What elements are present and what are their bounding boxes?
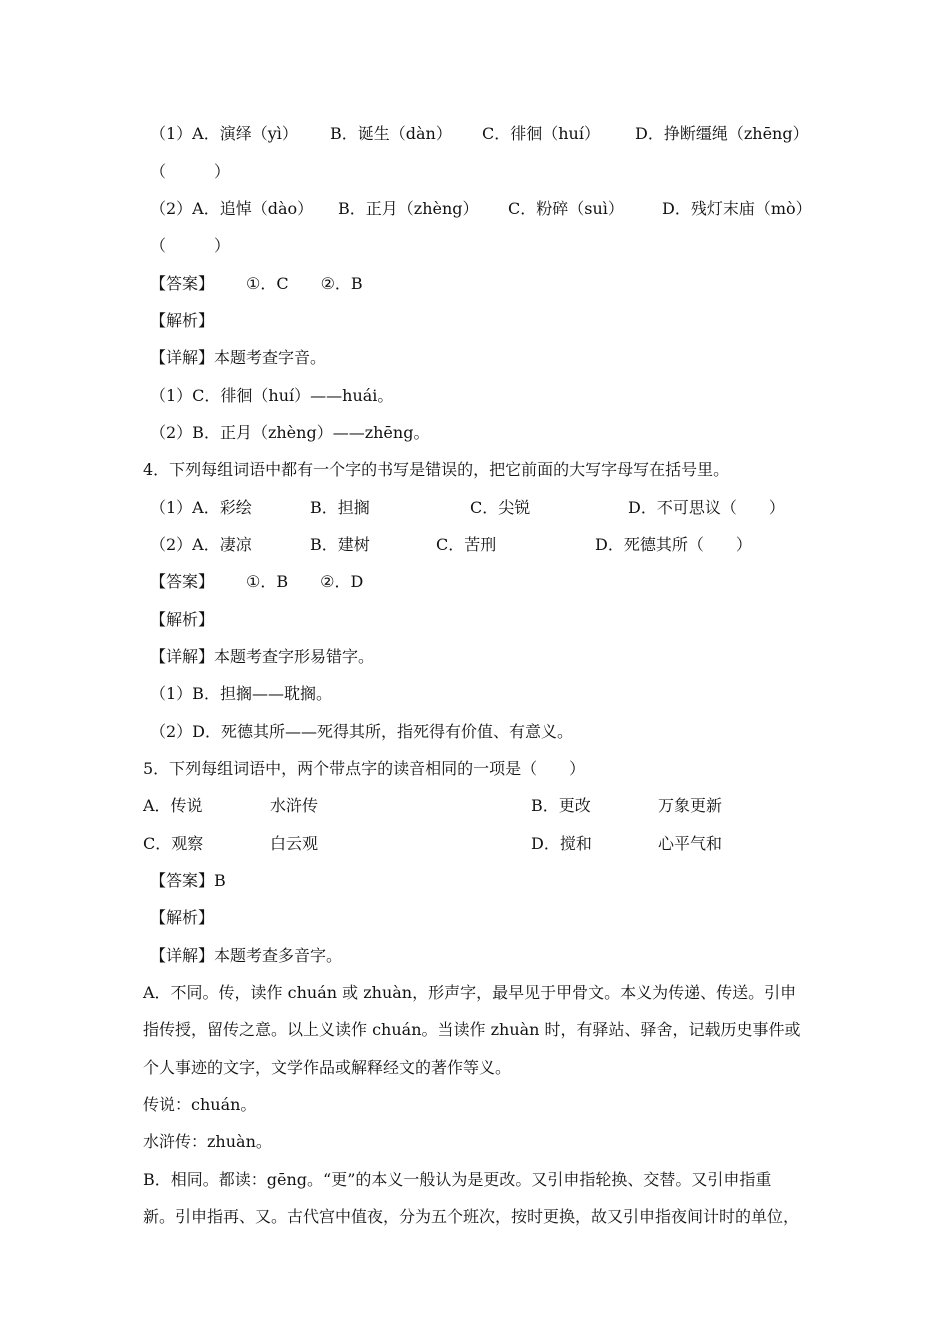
q5-paragraph-a-line-2: 指传授，留传之意。以上义读作 chuán。当读作 zhuàn 时，有驿站、驿舍，记载历史事件或 [143,1020,801,1039]
q3-answer-label: 【答案】 [150,274,215,293]
q5-stem: 5．下列每组词语中，两个带点字的读音相同的一项是（ ） [143,759,586,778]
q3-sub2-blank: （ ） [150,236,231,255]
q3-detail: 【详解】本题考查字音。 [150,348,327,367]
q4-detail: 【详解】本题考查字形易错字。 [150,647,375,666]
q4-answer-label: 【答案】 [150,572,215,591]
q5-option-b-word: 万象更新 [658,796,723,815]
q3-sub1-option-b: B．诞生（dàn） [330,124,452,143]
q5-line-shuihuzhuan: 水浒传：zhuàn。 [143,1132,272,1151]
q3-sub1-option-d: D．挣断缰绳（zhēng） [635,124,809,143]
q5-option-d-label: D．搅和 [531,834,592,853]
q5-option-a-label: A．传说 [143,796,203,815]
q3-explanation-1: （1）C．徘徊（huí）——huái。 [150,386,394,405]
q5-option-a-word: 水浒传 [270,796,319,815]
q4-stem: 4．下列每组词语中都有一个字的书写是错误的，把它前面的大写字母写在括号里。 [143,460,730,479]
q4-explanation-1: （1）B．担搁——耽搁。 [150,684,332,703]
q4-sub1-option-c: C．尖锐 [470,498,531,517]
q4-explanation-2: （2）D．死德其所——死得其所，指死得有价值、有意义。 [150,722,574,741]
q3-analysis-heading: 【解析】 [150,311,215,330]
q5-option-c-label: C．观察 [143,834,204,853]
q5-paragraph-b-line-1: B．相同。都读：gēng。“更”的本义一般认为是更改。又引申指轮换、交替。又引申指重 [143,1170,772,1189]
q5-line-chuanshuo: 传说：chuán。 [143,1095,257,1114]
q4-sub2-option-a: （2）A．凄凉 [150,535,252,554]
q5-detail: 【详解】本题考查多音字。 [150,946,343,965]
q5-option-d-word: 心平气和 [658,834,723,853]
q3-sub2-option-b: B．正月（zhèng） [338,199,479,218]
q3-sub1-blank: （ ） [150,162,231,181]
q4-sub2-option-b: B．建树 [310,535,370,554]
q4-sub1-option-a: （1）A．彩绘 [150,498,252,517]
q5-option-b-label: B．更改 [531,796,591,815]
q4-sub2-option-c: C．苦刑 [436,535,497,554]
q3-sub2-option-a: （2）A．追悼（dào） [150,199,314,218]
q5-analysis-heading: 【解析】 [150,908,215,927]
q3-sub1-option-a: （1）A．演绎（yì） [150,124,298,143]
q4-sub2-option-d: D．死德其所（ ） [595,535,752,554]
q4-sub1-option-b: B．担搁 [310,498,370,517]
q4-sub1-option-d: D．不可思议（ ） [628,498,785,517]
q3-explanation-2: （2）B．正月（zhèng）——zhēng。 [150,423,430,442]
q4-answer-value: ①．B ②．D [246,572,364,591]
q3-sub1-option-c: C．徘徊（huí） [482,124,600,143]
q4-analysis-heading: 【解析】 [150,610,215,629]
q5-paragraph-a-line-3: 个人事迹的文字，文学作品或解释经文的著作等义。 [143,1058,512,1077]
q5-paragraph-b-line-2: 新。引申指再、又。古代宫中值夜，分为五个班次，按时更换，故又引申指夜间计时的单位， [143,1207,800,1226]
q3-sub2-option-d: D．残灯末庙（mò） [662,199,812,218]
q3-sub2-option-c: C．粉碎（suì） [508,199,624,218]
q5-paragraph-a-line-1: A．不同。传，读作 chuán 或 zhuàn，形声字，最早见于甲骨文。本义为传递、传送。引申 [143,983,797,1002]
q3-answer-value: ①．C ②．B [246,274,363,293]
q5-option-c-word: 白云观 [270,834,319,853]
q5-answer: 【答案】B [150,871,226,890]
